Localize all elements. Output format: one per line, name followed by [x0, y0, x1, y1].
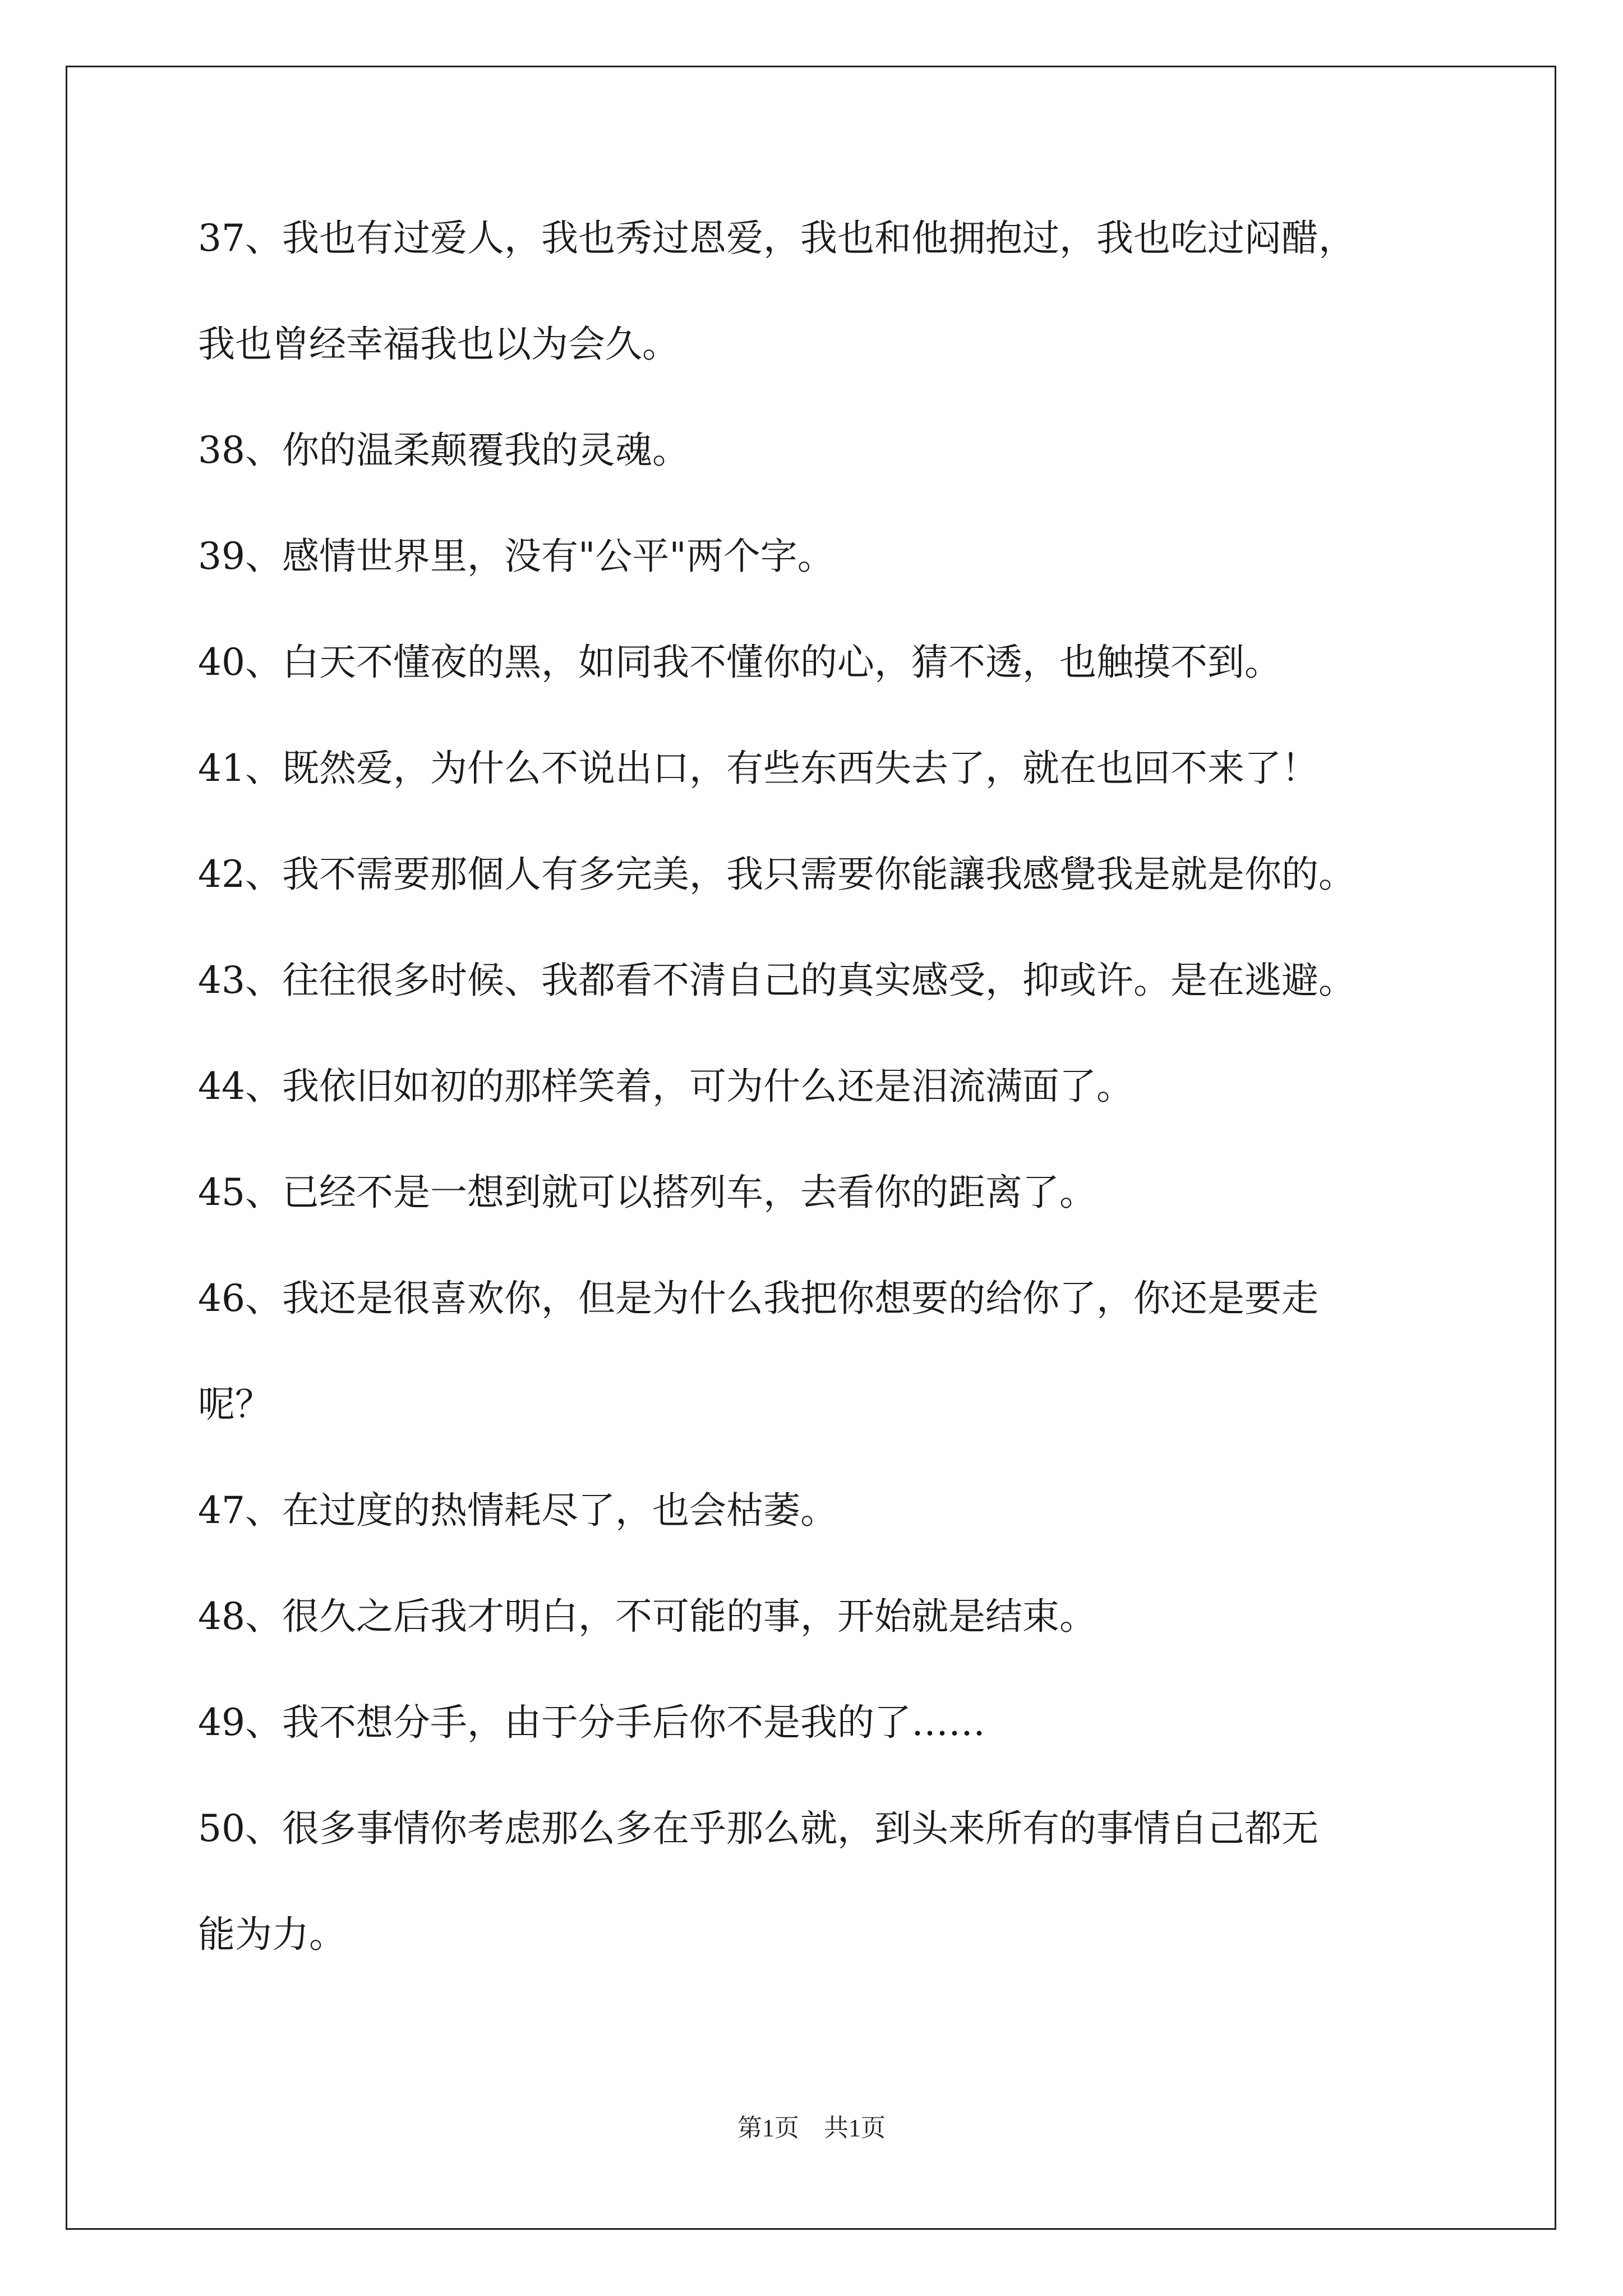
entry-38: 38、你的温柔颠覆我的灵魂。	[198, 429, 689, 472]
entry-39: 39、感情世界里，没有"公平"两个字。	[198, 535, 834, 578]
entry-46-line-2: 呢？	[198, 1383, 272, 1426]
entry-49: 49、我不想分手，由于分手后你不是我的了……	[198, 1701, 985, 1744]
entry-46-line-1: 46、我还是很喜欢你，但是为什么我把你想要的给你了，你还是要走	[198, 1277, 1318, 1320]
entry-37-line-1: 37、我也有过爱人，我也秀过恩爱，我也和他拥抱过，我也吃过闷醋，	[198, 217, 1355, 260]
entry-48: 48、很久之后我才明白，不可能的事，开始就是结束。	[198, 1595, 1096, 1638]
entry-50-line-1: 50、很多事情你考虑那么多在乎那么就，到头来所有的事情自己都无	[198, 1807, 1318, 1850]
entry-44: 44、我依旧如初的那样笑着，可为什么还是泪流满面了。	[198, 1065, 1133, 1108]
entry-47: 47、在过度的热情耗尽了，也会枯萎。	[198, 1489, 837, 1532]
entry-40: 40、白天不懂夜的黑，如同我不懂你的心，猜不透，也触摸不到。	[198, 641, 1281, 684]
entry-50-line-2: 能为力。	[198, 1913, 346, 1956]
entry-45: 45、已经不是一想到就可以搭列车，去看你的距离了。	[198, 1171, 1096, 1214]
entry-37-line-2: 我也曾经幸福我也以为会久。	[198, 323, 679, 366]
entry-41: 41、既然爱，为什么不说出口，有些东西失去了，就在也回不来了！	[198, 747, 1318, 790]
page-number-footer: 第1页 共1页	[737, 2114, 886, 2142]
entry-42: 42、我不需要那個人有多完美，我只需要你能讓我感覺我是就是你的。	[198, 853, 1355, 896]
page-border	[66, 66, 1556, 2230]
entry-43: 43、往往很多时候、我都看不清自己的真实感受，抑或许。是在逃避。	[198, 959, 1355, 1002]
